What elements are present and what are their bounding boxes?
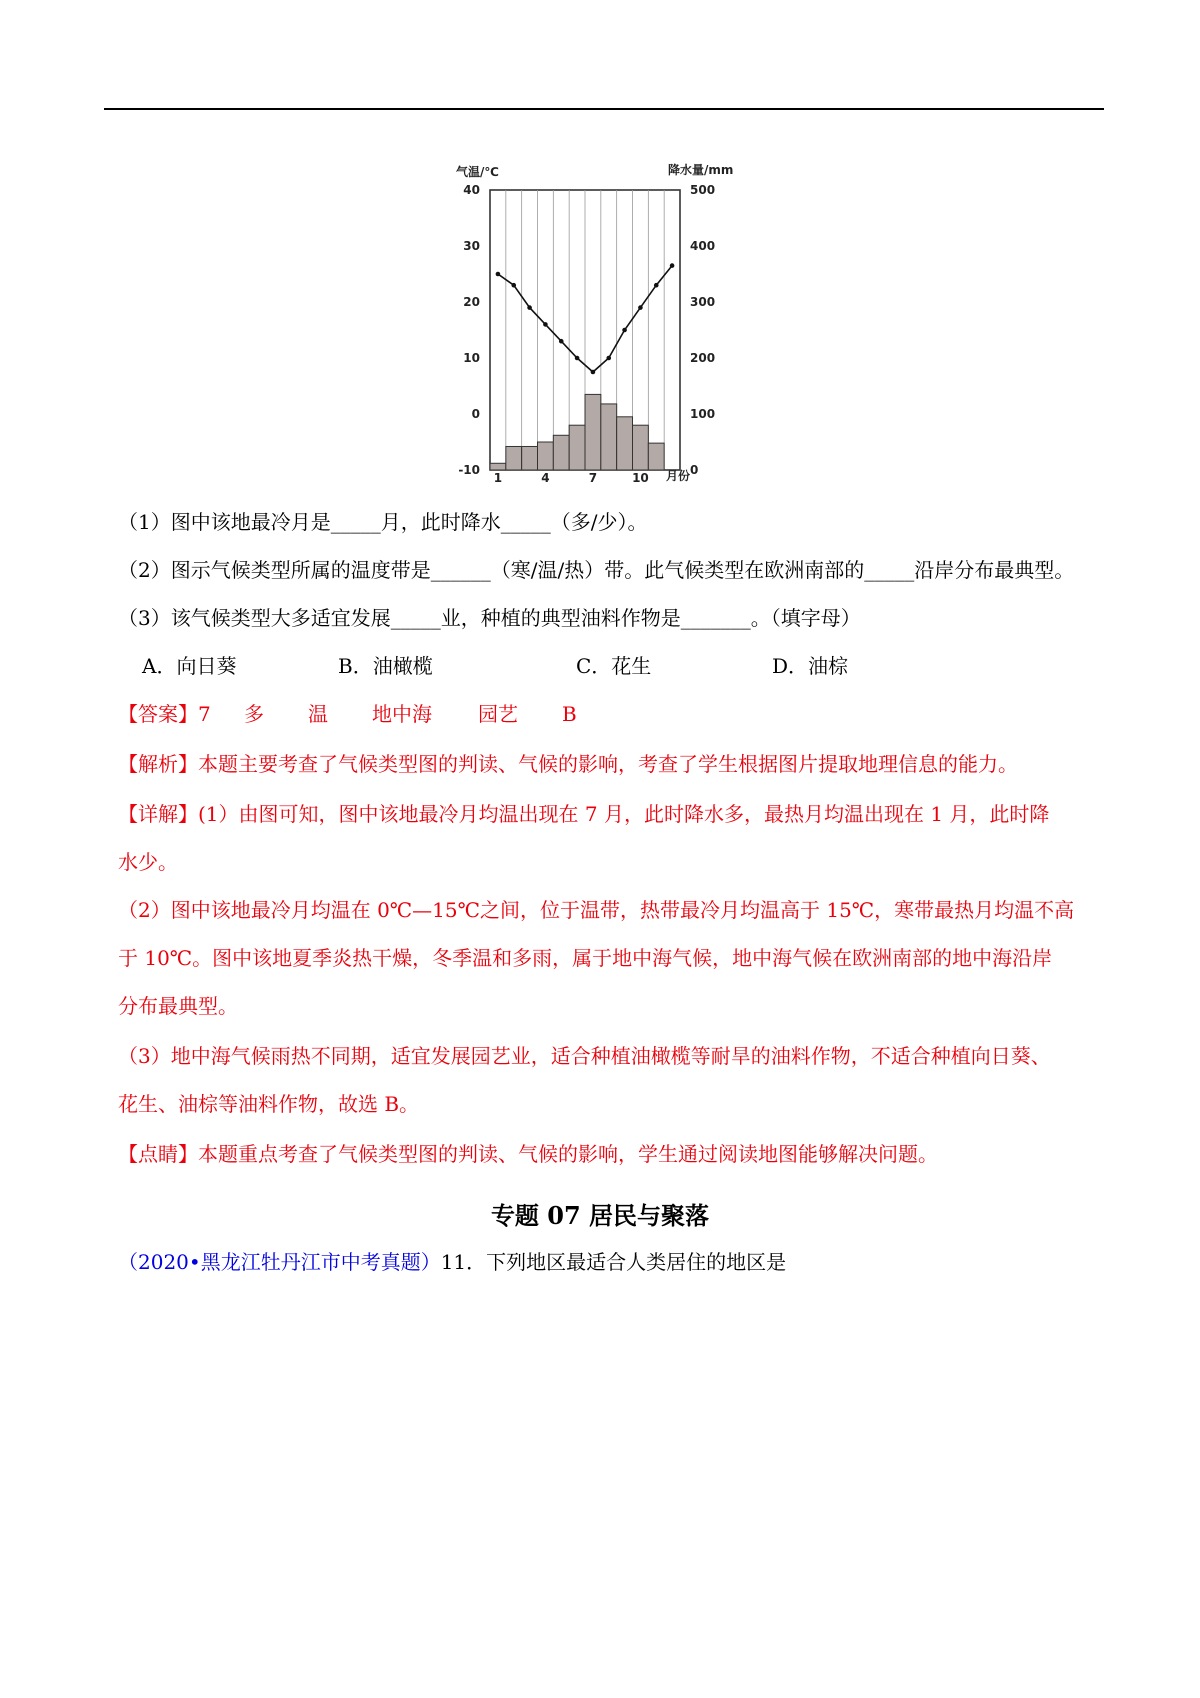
temp-tick-label: 0 — [471, 407, 480, 421]
detail-line-1 — [118, 800, 1049, 828]
precip-tick-label: 300 — [690, 295, 716, 309]
temperature-point — [543, 322, 548, 327]
next-question — [118, 1248, 786, 1276]
analysis-line — [118, 750, 1018, 778]
question-1: （1）图中该地最冷月是_____月，此时降水_____（多/少）。 — [118, 510, 648, 534]
temperature-point — [527, 305, 532, 310]
temperature-point — [622, 328, 627, 333]
temperature-point — [654, 283, 659, 288]
temp-tick-label: -10 — [458, 463, 480, 477]
precip-bar — [648, 443, 664, 470]
temperature-point — [638, 305, 643, 310]
temp-tick-label: 30 — [463, 239, 480, 253]
precip-bar — [506, 446, 522, 470]
month-tick-label: 10 — [632, 471, 649, 485]
precip-tick-label: 500 — [690, 183, 716, 197]
temperature-point — [670, 263, 675, 268]
temperature-point — [575, 356, 580, 361]
option-d: D．油棕 — [772, 654, 849, 678]
temp-tick-label: 20 — [463, 295, 480, 309]
detail-p1-l2: 水少。 — [118, 850, 178, 874]
analysis-text: 本题主要考查了气候类型图的判读、气候的影响，考查了学生根据图片提取地理信息的能力。 — [198, 752, 1018, 776]
temperature-point — [496, 272, 501, 277]
question-2: （2）图示气候类型所属的温度带是______（寒/温/热）带。此气候类型在欧洲南部的_____沿岸分布最典型。 — [118, 558, 1075, 582]
month-tick-label: 4 — [541, 471, 550, 485]
x-axis-label: 月份 — [666, 469, 691, 483]
detail-p3-l2: 花生、油棕等油料作物，故选 B。 — [118, 1092, 420, 1116]
detail-label: 【详解】 — [118, 802, 198, 826]
precip-tick-label: 200 — [690, 351, 716, 365]
answer-item-5: 园艺 — [478, 702, 518, 726]
question-text: 11．下列地区最适合人类居住的地区是 — [440, 1250, 787, 1274]
detail-p1-l1: (1）由图可知，图中该地最冷月均温出现在 7 月，此时降水多，最热月均温出现在 1 月，此时降 — [198, 802, 1050, 826]
precip-bar — [522, 446, 538, 470]
header-rule — [104, 108, 1104, 110]
analysis-label: 【解析】 — [118, 752, 198, 776]
precip-bar — [601, 404, 617, 470]
option-a: A．向日葵 — [142, 654, 237, 678]
comment-text: 本题重点考查了气候类型图的判读、气候的影响，学生通过阅读地图能够解决问题。 — [198, 1142, 938, 1166]
comment-line — [118, 1140, 938, 1168]
answer-item-6: B — [562, 702, 577, 726]
option-b: B．油橄榄 — [338, 654, 433, 678]
answer-item-3: 温 — [308, 702, 328, 726]
answer-label: 【答案】 — [118, 702, 198, 726]
month-tick-label: 1 — [493, 471, 503, 485]
month-tick-label: 7 — [588, 471, 598, 485]
precip-tick-label: 0 — [690, 463, 699, 477]
section-title: 专题 07 居民与聚落 — [490, 1201, 710, 1230]
answer-item-2: 多 — [244, 702, 264, 726]
precip-bar — [633, 425, 649, 470]
detail-p2-l2: 于 10℃。图中该地夏季炎热干燥，冬季温和多雨，属于地中海气候，地中海气候在欧洲南部的地中海沿岸 — [118, 946, 1053, 970]
comment-label: 【点睛】 — [118, 1142, 198, 1166]
temp-tick-label: 40 — [463, 183, 480, 197]
answer-line — [118, 700, 577, 728]
question-3: （3）该气候类型大多适宜发展_____业，种植的典型油料作物是_______。（填字母） — [118, 606, 861, 630]
precip-bar — [490, 463, 506, 470]
detail-p2-l3: 分布最典型。 — [118, 994, 238, 1018]
temperature-point — [606, 356, 611, 361]
temperature-point — [511, 283, 516, 288]
temperature-point — [591, 370, 596, 375]
climate-chart — [440, 152, 740, 494]
detail-p3-l1: （3）地中海气候雨热不同期，适宜发展园艺业，适合种植油橄榄等耐旱的油料作物，不适合种植向日葵、 — [118, 1044, 1051, 1068]
answer-item-4: 地中海 — [372, 702, 432, 726]
temp-axis-label: 气温/℃ — [456, 165, 499, 179]
precip-tick-label: 100 — [690, 407, 716, 421]
temperature-point — [559, 339, 564, 344]
precip-axis-label: 降水量/mm — [668, 163, 734, 177]
detail-p2-l1: （2）图中该地最冷月均温在 0℃—15℃之间，位于温带，热带最冷月均温高于 15℃，寒带最热月均温不高 — [118, 898, 1075, 922]
temp-tick-label: 10 — [463, 351, 480, 365]
precip-tick-label: 400 — [690, 239, 716, 253]
question-source: （2020•黑龙江牡丹江市中考真题） — [118, 1250, 441, 1274]
precip-bar — [553, 435, 569, 470]
precip-bar — [569, 425, 585, 470]
precip-bar — [538, 442, 554, 470]
option-c: C．花生 — [576, 654, 652, 678]
answer-item-1: 7 — [198, 702, 211, 726]
precip-bar — [617, 417, 633, 470]
precip-bar — [585, 394, 601, 470]
options-row — [142, 652, 848, 680]
